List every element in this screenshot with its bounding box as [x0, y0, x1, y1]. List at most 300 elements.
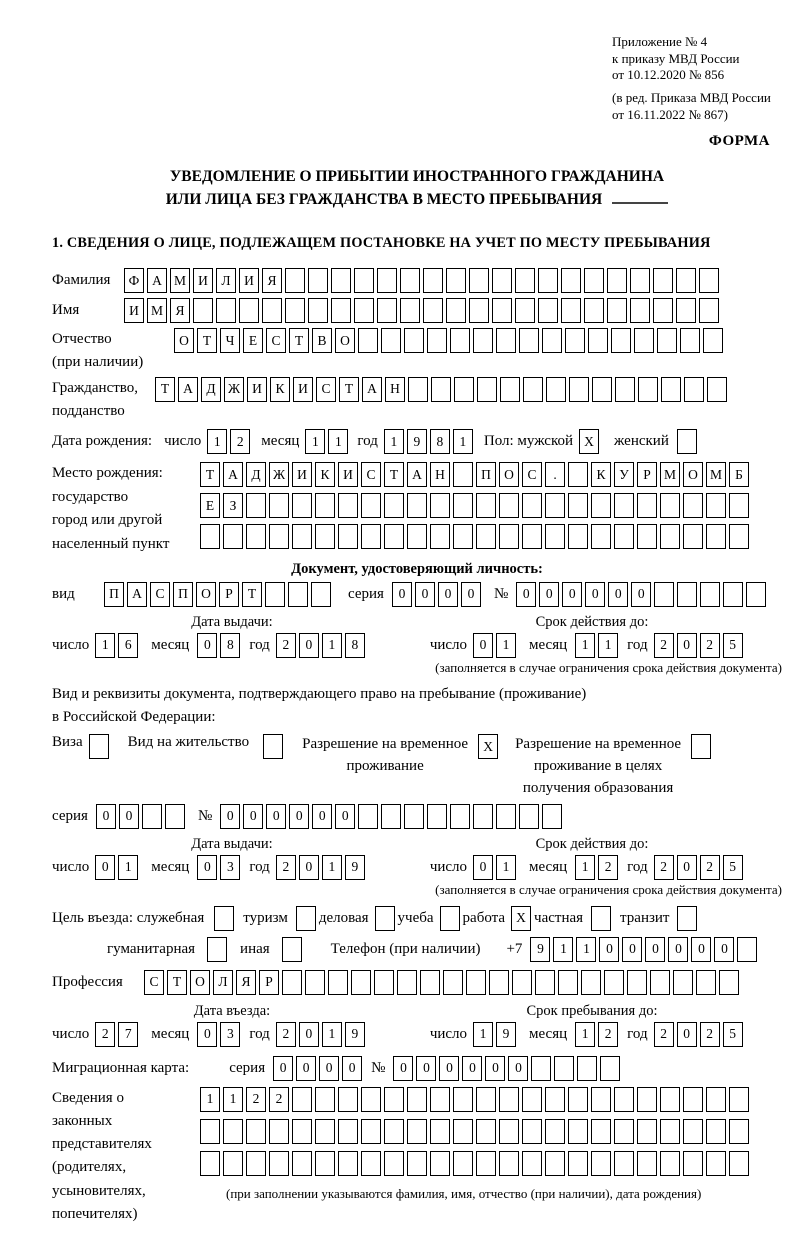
form-cell[interactable]: 1 [473, 1022, 493, 1047]
form-cell[interactable] [384, 524, 404, 549]
form-cell[interactable]: 1 [305, 429, 325, 454]
form-cell[interactable] [361, 1087, 381, 1112]
form-cell[interactable]: 2 [700, 855, 720, 880]
form-cell[interactable] [719, 970, 739, 995]
form-cell[interactable]: 0 [319, 1056, 339, 1081]
form-cell[interactable] [477, 377, 497, 402]
form-cell[interactable] [676, 268, 696, 293]
form-cell[interactable]: 1 [384, 429, 404, 454]
form-cell[interactable]: К [315, 462, 335, 487]
form-cell[interactable] [614, 1087, 634, 1112]
form-cell[interactable]: З [223, 493, 243, 518]
form-cell[interactable]: Н [385, 377, 405, 402]
form-cell[interactable] [469, 268, 489, 293]
form-cell[interactable]: 0 [299, 1022, 319, 1047]
form-cell[interactable] [561, 268, 581, 293]
form-cell[interactable]: 8 [345, 633, 365, 658]
form-cell[interactable] [453, 493, 473, 518]
form-cell[interactable]: 0 [599, 937, 619, 962]
form-cell[interactable]: X [478, 734, 498, 759]
form-cell[interactable]: 2 [276, 855, 296, 880]
form-cell[interactable] [377, 298, 397, 323]
form-cell[interactable] [292, 1119, 312, 1144]
form-cell[interactable] [282, 937, 302, 962]
form-cell[interactable] [305, 970, 325, 995]
form-cell[interactable] [443, 970, 463, 995]
form-cell[interactable] [654, 582, 674, 607]
form-cell[interactable]: 0 [312, 804, 332, 829]
form-cell[interactable]: 1 [328, 429, 348, 454]
form-cell[interactable]: А [407, 462, 427, 487]
form-cell[interactable]: Я [262, 268, 282, 293]
form-cell[interactable]: Д [201, 377, 221, 402]
form-cell[interactable] [545, 1151, 565, 1176]
form-cell[interactable] [338, 1087, 358, 1112]
form-cell[interactable]: 2 [654, 633, 674, 658]
form-cell[interactable] [423, 298, 443, 323]
form-cell[interactable] [315, 1151, 335, 1176]
form-cell[interactable] [591, 493, 611, 518]
form-cell[interactable] [354, 268, 374, 293]
form-cell[interactable] [699, 298, 719, 323]
form-cell[interactable] [338, 524, 358, 549]
form-cell[interactable]: 0 [438, 582, 458, 607]
form-cell[interactable]: 0 [439, 1056, 459, 1081]
form-cell[interactable]: М [660, 462, 680, 487]
form-cell[interactable] [338, 1151, 358, 1176]
form-cell[interactable] [729, 493, 749, 518]
form-cell[interactable]: 7 [118, 1022, 138, 1047]
form-cell[interactable] [683, 1151, 703, 1176]
form-cell[interactable]: С [266, 328, 286, 353]
form-cell[interactable]: Ч [220, 328, 240, 353]
form-cell[interactable] [262, 298, 282, 323]
form-cell[interactable] [361, 1119, 381, 1144]
form-cell[interactable]: Т [200, 462, 220, 487]
form-cell[interactable]: О [683, 462, 703, 487]
form-cell[interactable]: 2 [598, 1022, 618, 1047]
form-cell[interactable]: 0 [562, 582, 582, 607]
form-cell[interactable]: 1 [453, 429, 473, 454]
form-cell[interactable]: 9 [496, 1022, 516, 1047]
form-cell[interactable] [407, 493, 427, 518]
form-cell[interactable]: 0 [461, 582, 481, 607]
form-cell[interactable]: 2 [598, 855, 618, 880]
form-cell[interactable] [568, 1151, 588, 1176]
form-cell[interactable] [430, 524, 450, 549]
form-cell[interactable] [381, 804, 401, 829]
form-cell[interactable] [420, 970, 440, 995]
form-cell[interactable] [200, 1119, 220, 1144]
form-cell[interactable]: 0 [668, 937, 688, 962]
form-cell[interactable] [453, 1151, 473, 1176]
form-cell[interactable]: М [706, 462, 726, 487]
form-cell[interactable] [246, 493, 266, 518]
form-cell[interactable]: 6 [118, 633, 138, 658]
form-cell[interactable] [660, 524, 680, 549]
form-cell[interactable]: 0 [622, 937, 642, 962]
form-cell[interactable] [288, 582, 308, 607]
form-cell[interactable]: Л [213, 970, 233, 995]
form-cell[interactable] [496, 328, 516, 353]
form-cell[interactable] [499, 1119, 519, 1144]
form-cell[interactable] [519, 328, 539, 353]
form-cell[interactable] [446, 268, 466, 293]
form-cell[interactable] [408, 377, 428, 402]
form-cell[interactable] [657, 328, 677, 353]
form-cell[interactable]: Т [339, 377, 359, 402]
form-cell[interactable] [568, 493, 588, 518]
form-cell[interactable] [338, 493, 358, 518]
form-cell[interactable] [637, 493, 657, 518]
form-cell[interactable]: 1 [496, 855, 516, 880]
form-cell[interactable]: 1 [576, 937, 596, 962]
form-cell[interactable]: О [499, 462, 519, 487]
form-cell[interactable]: Ж [269, 462, 289, 487]
form-cell[interactable]: У [614, 462, 634, 487]
form-cell[interactable] [542, 328, 562, 353]
form-cell[interactable] [531, 1056, 551, 1081]
form-cell[interactable] [263, 734, 283, 759]
form-cell[interactable] [450, 804, 470, 829]
form-cell[interactable]: 5 [723, 1022, 743, 1047]
form-cell[interactable]: 0 [508, 1056, 528, 1081]
form-cell[interactable] [568, 462, 588, 487]
form-cell[interactable]: 1 [207, 429, 227, 454]
form-cell[interactable]: С [361, 462, 381, 487]
form-cell[interactable] [430, 1087, 450, 1112]
form-cell[interactable]: И [239, 268, 259, 293]
form-cell[interactable] [430, 493, 450, 518]
form-cell[interactable] [545, 524, 565, 549]
form-cell[interactable]: 8 [430, 429, 450, 454]
form-cell[interactable]: 0 [473, 855, 493, 880]
form-cell[interactable] [568, 524, 588, 549]
form-cell[interactable] [354, 298, 374, 323]
form-cell[interactable] [696, 970, 716, 995]
form-cell[interactable] [328, 970, 348, 995]
form-cell[interactable] [630, 268, 650, 293]
form-cell[interactable] [492, 268, 512, 293]
form-cell[interactable] [522, 1119, 542, 1144]
form-cell[interactable] [453, 462, 473, 487]
form-cell[interactable] [308, 298, 328, 323]
form-cell[interactable] [637, 1119, 657, 1144]
form-cell[interactable]: 1 [118, 855, 138, 880]
form-cell[interactable] [193, 298, 213, 323]
form-cell[interactable]: Е [243, 328, 263, 353]
form-cell[interactable] [142, 804, 162, 829]
form-cell[interactable]: 2 [700, 1022, 720, 1047]
form-cell[interactable] [723, 582, 743, 607]
form-cell[interactable]: 0 [677, 633, 697, 658]
form-cell[interactable]: А [147, 268, 167, 293]
form-cell[interactable] [499, 493, 519, 518]
form-cell[interactable]: Р [637, 462, 657, 487]
form-cell[interactable]: 0 [197, 633, 217, 658]
form-cell[interactable]: К [591, 462, 611, 487]
form-cell[interactable]: 0 [266, 804, 286, 829]
form-cell[interactable] [545, 1087, 565, 1112]
form-cell[interactable] [296, 906, 316, 931]
form-cell[interactable] [515, 268, 535, 293]
form-cell[interactable]: Я [170, 298, 190, 323]
form-cell[interactable] [269, 524, 289, 549]
form-cell[interactable]: . [545, 462, 565, 487]
form-cell[interactable] [331, 268, 351, 293]
form-cell[interactable] [706, 1087, 726, 1112]
form-cell[interactable] [214, 906, 234, 931]
form-cell[interactable] [535, 970, 555, 995]
form-cell[interactable]: С [150, 582, 170, 607]
form-cell[interactable] [315, 524, 335, 549]
form-cell[interactable]: 0 [485, 1056, 505, 1081]
form-cell[interactable] [407, 1119, 427, 1144]
form-cell[interactable] [361, 493, 381, 518]
form-cell[interactable] [746, 582, 766, 607]
form-cell[interactable] [450, 328, 470, 353]
form-cell[interactable] [500, 377, 520, 402]
form-cell[interactable]: Т [384, 462, 404, 487]
form-cell[interactable] [677, 582, 697, 607]
form-cell[interactable]: 3 [220, 1022, 240, 1047]
form-cell[interactable]: 0 [631, 582, 651, 607]
form-cell[interactable] [269, 1151, 289, 1176]
form-cell[interactable] [577, 1056, 597, 1081]
form-cell[interactable] [207, 937, 227, 962]
form-cell[interactable] [615, 377, 635, 402]
form-cell[interactable] [431, 377, 451, 402]
form-cell[interactable] [200, 1151, 220, 1176]
form-cell[interactable]: 0 [516, 582, 536, 607]
form-cell[interactable] [561, 298, 581, 323]
form-cell[interactable]: С [316, 377, 336, 402]
form-cell[interactable] [453, 1087, 473, 1112]
form-cell[interactable] [706, 1119, 726, 1144]
form-cell[interactable] [683, 1119, 703, 1144]
form-cell[interactable] [591, 524, 611, 549]
form-cell[interactable] [400, 298, 420, 323]
form-cell[interactable] [699, 268, 719, 293]
form-cell[interactable]: 0 [119, 804, 139, 829]
form-cell[interactable]: 0 [299, 633, 319, 658]
form-cell[interactable] [545, 493, 565, 518]
form-cell[interactable]: 0 [273, 1056, 293, 1081]
form-cell[interactable] [637, 1087, 657, 1112]
form-cell[interactable]: 9 [345, 855, 365, 880]
form-cell[interactable] [591, 1087, 611, 1112]
form-cell[interactable] [584, 268, 604, 293]
form-cell[interactable]: 2 [246, 1087, 266, 1112]
form-cell[interactable] [223, 524, 243, 549]
form-cell[interactable] [404, 328, 424, 353]
form-cell[interactable] [660, 493, 680, 518]
form-cell[interactable]: 5 [723, 855, 743, 880]
form-cell[interactable] [384, 1087, 404, 1112]
form-cell[interactable] [653, 268, 673, 293]
form-cell[interactable]: Т [197, 328, 217, 353]
form-cell[interactable]: А [127, 582, 147, 607]
form-cell[interactable]: 1 [575, 1022, 595, 1047]
form-cell[interactable] [569, 377, 589, 402]
form-cell[interactable] [496, 804, 516, 829]
form-cell[interactable] [707, 377, 727, 402]
form-cell[interactable] [223, 1119, 243, 1144]
form-cell[interactable]: 0 [677, 1022, 697, 1047]
form-cell[interactable]: С [144, 970, 164, 995]
form-cell[interactable] [216, 298, 236, 323]
form-cell[interactable]: Р [219, 582, 239, 607]
form-cell[interactable] [246, 524, 266, 549]
form-cell[interactable] [680, 328, 700, 353]
form-cell[interactable] [427, 328, 447, 353]
form-cell[interactable] [677, 429, 697, 454]
form-cell[interactable] [165, 804, 185, 829]
form-cell[interactable]: О [335, 328, 355, 353]
form-cell[interactable] [614, 1119, 634, 1144]
form-cell[interactable] [285, 268, 305, 293]
form-cell[interactable]: 9 [345, 1022, 365, 1047]
form-cell[interactable]: 2 [700, 633, 720, 658]
form-cell[interactable] [600, 1056, 620, 1081]
form-cell[interactable] [223, 1151, 243, 1176]
form-cell[interactable]: 0 [539, 582, 559, 607]
form-cell[interactable] [522, 1087, 542, 1112]
form-cell[interactable] [404, 804, 424, 829]
form-cell[interactable] [473, 328, 493, 353]
form-cell[interactable] [265, 582, 285, 607]
form-cell[interactable] [545, 1119, 565, 1144]
form-cell[interactable]: 0 [299, 855, 319, 880]
form-cell[interactable] [476, 1119, 496, 1144]
form-cell[interactable]: 0 [585, 582, 605, 607]
form-cell[interactable] [673, 970, 693, 995]
form-cell[interactable] [492, 298, 512, 323]
form-cell[interactable] [308, 268, 328, 293]
form-cell[interactable] [430, 1151, 450, 1176]
form-cell[interactable] [351, 970, 371, 995]
form-cell[interactable] [361, 1151, 381, 1176]
form-cell[interactable]: Е [200, 493, 220, 518]
form-cell[interactable] [611, 328, 631, 353]
form-cell[interactable]: 2 [95, 1022, 115, 1047]
form-cell[interactable] [660, 1087, 680, 1112]
form-cell[interactable]: К [270, 377, 290, 402]
form-cell[interactable] [729, 1087, 749, 1112]
form-cell[interactable]: М [170, 268, 190, 293]
form-cell[interactable]: О [190, 970, 210, 995]
form-cell[interactable]: 0 [342, 1056, 362, 1081]
form-cell[interactable]: 2 [276, 633, 296, 658]
form-cell[interactable] [637, 1151, 657, 1176]
form-cell[interactable] [246, 1151, 266, 1176]
form-cell[interactable] [454, 377, 474, 402]
form-cell[interactable] [706, 493, 726, 518]
form-cell[interactable]: 2 [269, 1087, 289, 1112]
form-cell[interactable] [292, 493, 312, 518]
form-cell[interactable]: X [579, 429, 599, 454]
form-cell[interactable] [591, 1119, 611, 1144]
form-cell[interactable] [703, 328, 723, 353]
form-cell[interactable] [627, 970, 647, 995]
form-cell[interactable]: 0 [608, 582, 628, 607]
form-cell[interactable]: П [173, 582, 193, 607]
form-cell[interactable]: И [338, 462, 358, 487]
form-cell[interactable]: 0 [473, 633, 493, 658]
form-cell[interactable]: 1 [95, 633, 115, 658]
form-cell[interactable] [338, 1119, 358, 1144]
form-cell[interactable] [292, 524, 312, 549]
form-cell[interactable]: 0 [96, 804, 116, 829]
form-cell[interactable]: С [522, 462, 542, 487]
form-cell[interactable]: 5 [723, 633, 743, 658]
form-cell[interactable] [522, 1151, 542, 1176]
form-cell[interactable] [607, 298, 627, 323]
form-cell[interactable]: 9 [407, 429, 427, 454]
form-cell[interactable] [650, 970, 670, 995]
form-cell[interactable]: М [147, 298, 167, 323]
form-cell[interactable] [568, 1119, 588, 1144]
form-cell[interactable] [568, 1087, 588, 1112]
form-cell[interactable] [591, 906, 611, 931]
form-cell[interactable] [684, 377, 704, 402]
form-cell[interactable]: 0 [392, 582, 412, 607]
form-cell[interactable] [473, 804, 493, 829]
form-cell[interactable] [522, 493, 542, 518]
form-cell[interactable]: В [312, 328, 332, 353]
form-cell[interactable]: 1 [322, 1022, 342, 1047]
form-cell[interactable] [315, 493, 335, 518]
form-cell[interactable] [729, 1151, 749, 1176]
form-cell[interactable]: Ж [224, 377, 244, 402]
form-cell[interactable] [282, 970, 302, 995]
form-cell[interactable] [476, 524, 496, 549]
form-cell[interactable]: 0 [296, 1056, 316, 1081]
form-cell[interactable] [592, 377, 612, 402]
form-cell[interactable] [554, 1056, 574, 1081]
form-cell[interactable] [512, 970, 532, 995]
form-cell[interactable]: 2 [230, 429, 250, 454]
form-cell[interactable]: 8 [220, 633, 240, 658]
form-cell[interactable]: И [293, 377, 313, 402]
form-cell[interactable]: 0 [691, 937, 711, 962]
form-cell[interactable]: 3 [220, 855, 240, 880]
form-cell[interactable]: И [124, 298, 144, 323]
form-cell[interactable]: 9 [530, 937, 550, 962]
form-cell[interactable] [384, 493, 404, 518]
form-cell[interactable]: 0 [95, 855, 115, 880]
form-cell[interactable] [538, 268, 558, 293]
form-cell[interactable] [315, 1087, 335, 1112]
form-cell[interactable]: О [174, 328, 194, 353]
form-cell[interactable]: 2 [654, 1022, 674, 1047]
form-cell[interactable]: 1 [575, 855, 595, 880]
form-cell[interactable]: А [178, 377, 198, 402]
form-cell[interactable] [677, 906, 697, 931]
form-cell[interactable]: П [476, 462, 496, 487]
form-cell[interactable] [440, 906, 460, 931]
form-cell[interactable] [358, 328, 378, 353]
form-cell[interactable] [604, 970, 624, 995]
form-cell[interactable]: И [247, 377, 267, 402]
form-cell[interactable]: 2 [276, 1022, 296, 1047]
form-cell[interactable] [269, 493, 289, 518]
form-cell[interactable] [660, 1151, 680, 1176]
form-cell[interactable] [546, 377, 566, 402]
form-cell[interactable]: 1 [223, 1087, 243, 1112]
form-cell[interactable] [407, 1151, 427, 1176]
form-cell[interactable]: Ф [124, 268, 144, 293]
